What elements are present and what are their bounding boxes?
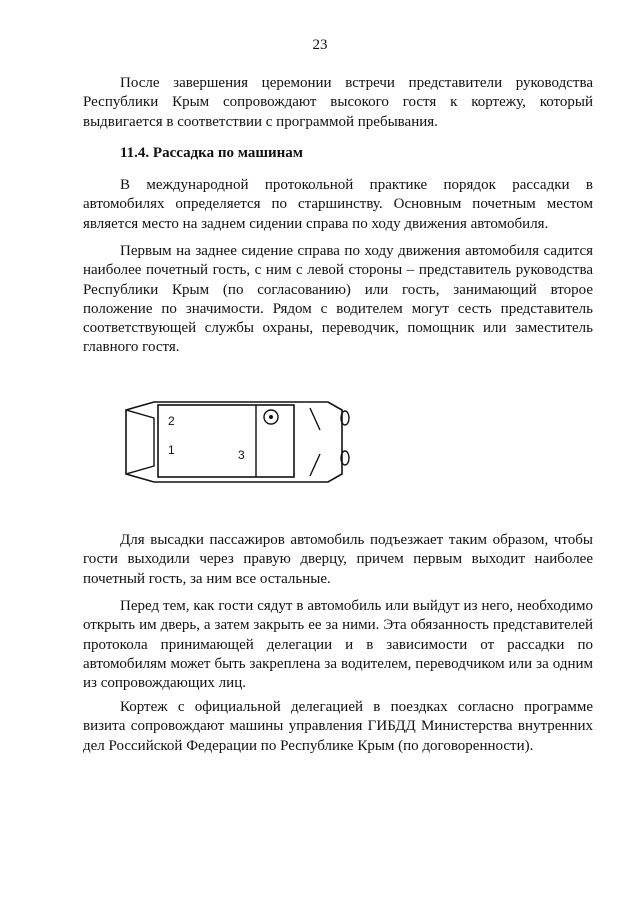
windshield	[310, 408, 320, 476]
page-number: 23	[312, 37, 328, 53]
paragraph-motorcade: Кортеж с официальной делегацией в поездках согласно программе визита сопровождают машины управления ГИБДД Министерства внутренних дел Российской Федерации по Республике Крым (по договоренности).	[83, 699, 593, 754]
steering-wheel-icon	[264, 410, 278, 424]
passenger-cabin	[158, 405, 294, 477]
car-seating-diagram	[120, 396, 360, 488]
seat-label-3: 3	[238, 448, 245, 462]
paragraph-seating-order: Первым на заднее сидение справа по ходу движения автомобиля садится наиболее почетный гость, с ним с левой стороны – представитель руководства Республики Крым (по согласованию) или гость, занимающий второе положение по значимости. Рядом с водителем могут сесть представитель соответствующей службы охраны, переводчик, помощник или заместитель главного гостя.	[83, 243, 593, 356]
seat-label-1: 1	[168, 443, 175, 457]
paragraph-doors: Перед тем, как гости сядут в автомобиль или выйдут из него, необходимо открыть им дверь, а затем закрыть ее за ними. Эта обязанность представителей протокола принимающей делегации и в зависимости от рассадки по автомобилям может быть закреплена за водителем, переводчиком или за одним из сопровождающих лиц.	[83, 598, 593, 692]
paragraph-disembarking: Для высадки пассажиров автомобиль подъезжает таким образом, чтобы гости выходили через правую дверцу, причем первым выходит наиболее почетный гость, за ним все остальные.	[83, 532, 593, 587]
paragraph-seating-practice: В международной протокольной практике порядок рассадки в автомобилях определяется по старшинству. Основным почетным местом является место на заднем сидении справа по ходу движения автомобиля.	[83, 177, 593, 232]
paragraph-escort: После завершения церемонии встречи представители руководства Республики Крым сопровождают высокого гостя к кортежу, который выдвигается в соответствии с программой пребывания.	[83, 75, 593, 130]
rear-window	[126, 410, 154, 474]
section-heading: 11.4. Рассадка по машинам	[120, 145, 304, 161]
seat-label-2: 2	[168, 414, 175, 428]
